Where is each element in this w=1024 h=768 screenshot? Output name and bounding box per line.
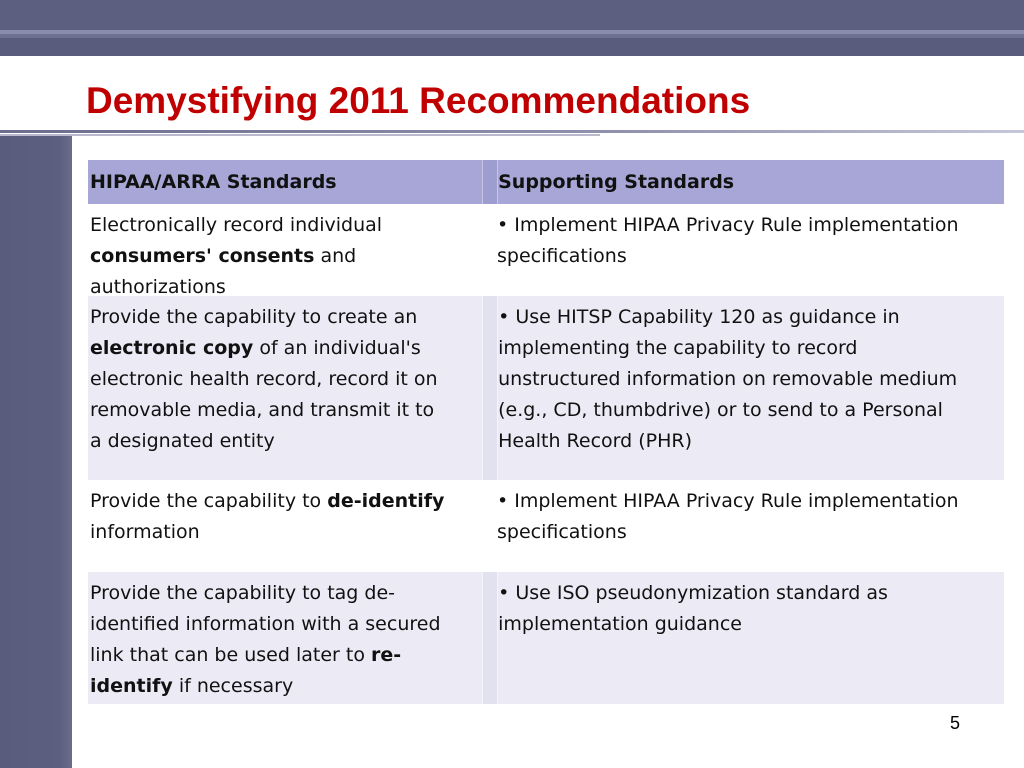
cell-line (90, 578, 480, 609)
cell-line (498, 395, 1004, 426)
cell-text: and (314, 245, 357, 267)
cell-text: specifications (497, 245, 627, 267)
cell-line (90, 609, 480, 640)
cell-text: authorizations (90, 276, 226, 298)
cell-text: • Use HITSP Capability 120 as guidance in (498, 306, 900, 328)
emphasis-text: consumers' consents (90, 245, 315, 267)
cell-text: information (90, 521, 200, 543)
cell-text: • Implement HIPAA Privacy Rule implementation (497, 490, 959, 512)
cell-line (498, 578, 1004, 609)
cell-line (497, 486, 1004, 517)
cell-line (498, 609, 1004, 640)
column-gap (482, 572, 498, 704)
emphasis-text: identify (90, 675, 173, 697)
slide-title: Demystifying 2011 Recommendations (86, 80, 751, 121)
emphasis-text: de-identify (327, 490, 445, 512)
cell-line (90, 333, 480, 364)
table-row (88, 480, 1004, 572)
cell-text: removable media, and transmit it to (90, 399, 435, 421)
cell-text: link that can be used later to (90, 644, 371, 666)
table-row (88, 204, 1004, 296)
hipaa-arra-standard-cell (88, 572, 482, 704)
cell-line (90, 364, 480, 395)
supporting-standard-cell (498, 296, 1004, 480)
cell-line (90, 241, 481, 272)
table-header-row (88, 160, 1004, 204)
hipaa-arra-standard-cell (88, 480, 483, 572)
cell-text: Health Record (PHR) (498, 430, 692, 452)
cell-line (90, 671, 480, 702)
standards-table (88, 160, 1004, 704)
emphasis-text: electronic copy (90, 337, 254, 359)
title-divider-accent (0, 134, 600, 136)
table-body (88, 204, 1004, 704)
cell-text: if necessary (172, 675, 294, 697)
cell-text: a designated entity (90, 430, 275, 452)
column-gap (483, 480, 497, 572)
table-row (88, 572, 1004, 704)
hipaa-arra-standard-cell (88, 204, 483, 296)
cell-text: implementing the capability to record (498, 337, 858, 359)
cell-line (497, 517, 1004, 548)
top-band-stripe (0, 30, 1024, 34)
left-decorative-band (0, 136, 72, 768)
column-gap (482, 296, 498, 480)
cell-text: identified information with a secured (90, 613, 441, 635)
cell-line (90, 426, 480, 457)
cell-line (90, 640, 480, 671)
cell-line (90, 395, 480, 426)
cell-text: Provide the capability to tag de- (90, 582, 396, 604)
cell-text: Provide the capability to (90, 490, 328, 512)
title-divider (0, 130, 1024, 133)
page-number: 5 (950, 713, 961, 733)
cell-line (498, 364, 1004, 395)
header-supporting-standards: Supporting Standards (498, 171, 735, 193)
cell-text: of an individual's (253, 337, 421, 359)
cell-text: unstructured information on removable medium (498, 368, 958, 390)
cell-text: • Implement HIPAA Privacy Rule implementation (497, 214, 959, 236)
header-hipaa-arra-standards: HIPAA/ARRA Standards (90, 171, 337, 193)
top-decorative-band (0, 0, 1024, 56)
cell-line (90, 302, 480, 333)
cell-text: implementation guidance (498, 613, 742, 635)
emphasis-text: re- (370, 644, 402, 666)
supporting-standard-cell (497, 204, 1004, 296)
cell-line (90, 486, 481, 517)
cell-text: specifications (497, 521, 627, 543)
cell-text: • Use ISO pseudonymization standard as (498, 582, 888, 604)
cell-text: Provide the capability to create an (90, 306, 418, 328)
cell-line (498, 426, 1004, 457)
cell-line (90, 210, 481, 241)
cell-line (498, 333, 1004, 364)
cell-text: Electronically record individual (90, 214, 383, 236)
cell-text: (e.g., CD, thumbdrive) or to send to a Personal (498, 399, 943, 421)
cell-line (90, 517, 481, 548)
cell-text: electronic health record, record it on (90, 368, 438, 390)
supporting-standard-cell (497, 480, 1004, 572)
hipaa-arra-standard-cell (88, 296, 482, 480)
column-gap (483, 204, 497, 296)
table-row (88, 296, 1004, 480)
cell-line (498, 302, 1004, 333)
column-gap (482, 160, 498, 204)
supporting-standard-cell (498, 572, 1004, 704)
cell-line (497, 241, 1004, 272)
cell-line (497, 210, 1004, 241)
